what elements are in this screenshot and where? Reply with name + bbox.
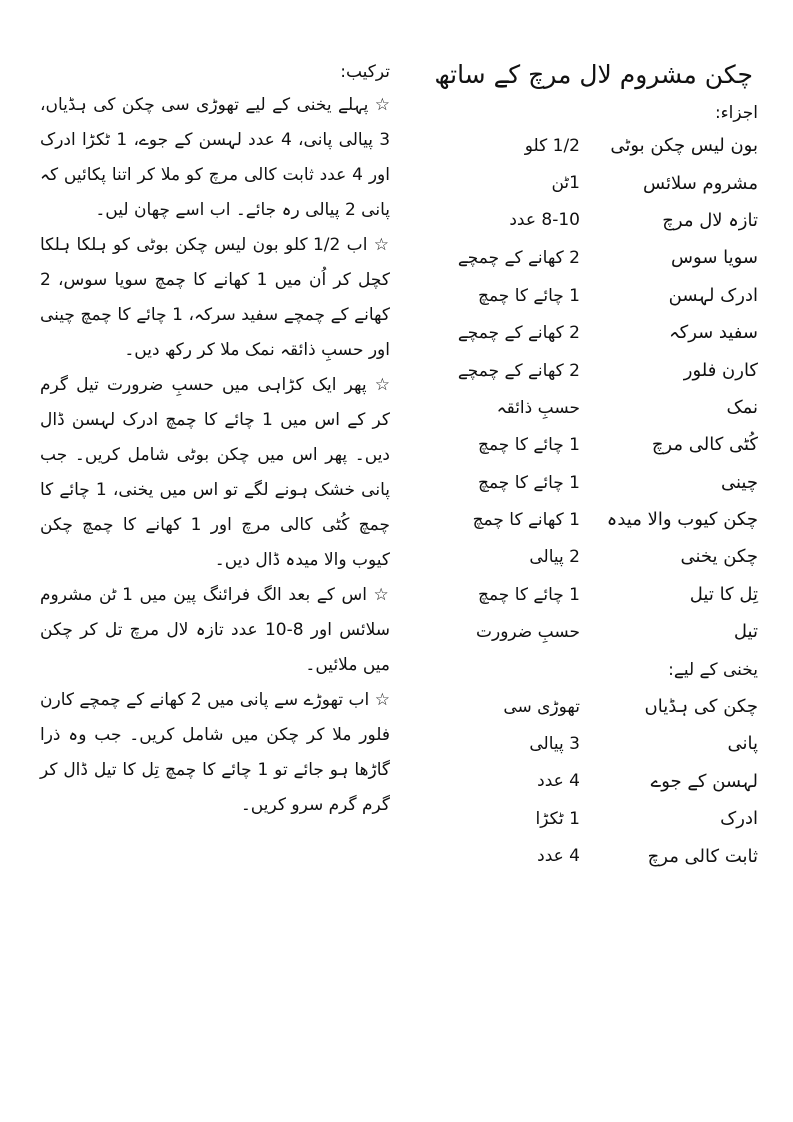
ingredient-quantity: حسبِ ضرورت — [475, 621, 580, 642]
ingredients-label: اجزاء: — [714, 103, 758, 123]
ingredient-quantity: 1 کھانے کا چمچ — [472, 510, 580, 531]
recipe-title: چکن مشروم لال مرچ کے ساتھ — [434, 60, 753, 89]
ingredient-name: نمک — [726, 396, 758, 418]
ingredient-name: مشروم سلائس — [643, 172, 758, 194]
method-step: ☆ پہلے یخنی کے لیے تھوڑی سی چکن کی ہڈیاں، 3 پیالی پانی، 4 عدد لہسن کے جوے، 1 ٹکڑا ادرک اور 4 عدد ثابت کالی مرچ کو ملا کر اتنا پکائیں کہ پانی 2 پیالی رہ جائے۔ اب اسے چھان لیں۔ — [40, 95, 391, 220]
ingredient-quantity: 4 عدد — [537, 771, 580, 792]
ingredient-quantity: 1/2 کلو — [524, 135, 580, 156]
method-column — [40, 58, 390, 823]
ingredient-quantity: 1 چائے کا چمچ — [477, 285, 580, 306]
ingredient-quantity: تھوڑی سی — [503, 696, 580, 717]
ingredient-row — [420, 763, 758, 800]
ingredient-row — [420, 127, 758, 164]
method-step: ☆ اب تھوڑے سے پانی میں 2 کھانے کے چمچے کارن فلور ملا کر چکن میں شامل کریں۔ جب وہ ذرا گاڑھا ہو جائے تو 1 چائے کا چمچ تِل کا تیل ڈال کر گرم گرم سرو کریں۔ — [40, 690, 390, 815]
ingredient-row — [420, 464, 758, 501]
ingredient-row — [420, 501, 758, 538]
ingredient-name: چینی — [721, 471, 758, 493]
ingredient-name: ادرک لہسن — [668, 284, 758, 306]
ingredient-name: تازہ لال مرچ — [662, 209, 758, 231]
ingredient-name: تیل — [733, 621, 758, 643]
ingredient-row — [420, 351, 758, 388]
ingredient-name: کُٹی کالی مرچ — [651, 434, 758, 456]
method-step: ☆ اب 1/2 کلو بون لیس چکن بوٹی کو ہلکا ہلکا کچل کر اُن میں 1 کھانے کا چمچ سویا سوس، 2 کھانے کے چمچے سفید سرکہ، 1 چائے کا چمچ چینی اور حسبِ ذائقہ نمک ملا کر رکھ دیں۔ — [40, 235, 390, 360]
ingredient-name: لہسن کے جوے — [650, 770, 758, 792]
ingredient-quantity: 1 چائے کا چمچ — [477, 584, 580, 605]
ingredients-list — [420, 127, 758, 650]
ingredient-row — [420, 389, 758, 426]
ingredient-name: کارن فلور — [683, 359, 758, 381]
stock-ingredients-list — [420, 688, 758, 875]
ingredient-row — [420, 239, 758, 276]
ingredient-quantity: حسبِ ذائقہ — [496, 397, 580, 418]
ingredients-column — [420, 55, 758, 875]
ingredient-row — [420, 725, 758, 762]
ingredient-quantity: 2 کھانے کے چمچے — [457, 323, 580, 344]
ingredient-name: پانی — [727, 733, 758, 755]
ingredient-quantity: 2 کھانے کے چمچے — [457, 360, 580, 381]
ingredient-name: چکن یخنی — [680, 546, 758, 568]
ingredient-row — [420, 837, 758, 874]
method-step: ☆ پھر ایک کڑاہی میں حسبِ ضرورت تیل گرم کر کے اس میں 1 چائے کا چمچ ادرک لہسن ڈال دیں۔ پھر اس میں چکن بوٹی شامل کریں۔ جب پانی خشک ہونے لگے تو اس میں یخنی، 1 چائے کا چمچ کُٹی کالی مرچ اور 1 کھانے کا چمچ چکن کیوب والا میدہ ڈال دیں۔ — [40, 375, 391, 570]
ingredient-name: چکن کی ہڈیاں — [644, 696, 758, 718]
ingredient-quantity: 1ٹن — [551, 173, 580, 194]
ingredient-name: چکن کیوب والا میدہ — [606, 509, 758, 531]
method-steps — [40, 88, 390, 823]
ingredient-name: سفید سرکہ — [669, 322, 758, 344]
method-label: ترکیب: — [340, 62, 390, 82]
ingredient-row — [420, 202, 758, 239]
ingredient-name: ادرک — [720, 808, 758, 830]
ingredient-row — [420, 164, 758, 201]
ingredient-quantity: 8-10 عدد — [509, 210, 580, 231]
stock-label: یخنی کے لیے: — [668, 659, 758, 680]
ingredient-row — [420, 688, 758, 725]
ingredient-quantity: 1 چائے کا چمچ — [477, 472, 580, 493]
ingredient-row — [420, 314, 758, 351]
ingredient-row — [420, 426, 758, 463]
method-step: ☆ اس کے بعد الگ فرائنگ پین میں 1 ٹن مشروم سلائس اور 8-10 عدد تازہ لال مرچ تل کر چکن میں ملائیں۔ — [40, 585, 390, 675]
ingredient-row — [420, 576, 758, 613]
ingredient-row — [420, 613, 758, 650]
ingredient-quantity: 1 ٹکڑا — [535, 808, 580, 829]
ingredient-name: بون لیس چکن بوٹی — [610, 135, 758, 157]
ingredient-row — [420, 277, 758, 314]
ingredient-quantity: 4 عدد — [537, 846, 580, 867]
ingredient-quantity: 2 کھانے کے چمچے — [457, 248, 580, 269]
ingredient-name: سویا سوس — [671, 247, 758, 269]
ingredient-name: تِل کا تیل — [689, 583, 758, 605]
ingredient-quantity: 2 پیالی — [529, 546, 580, 567]
ingredient-name: ثابت کالی مرچ — [647, 845, 758, 867]
ingredient-row — [420, 800, 758, 837]
ingredient-quantity: 3 پیالی — [529, 733, 580, 754]
ingredient-row — [420, 538, 758, 575]
ingredient-quantity: 1 چائے کا چمچ — [477, 435, 580, 456]
